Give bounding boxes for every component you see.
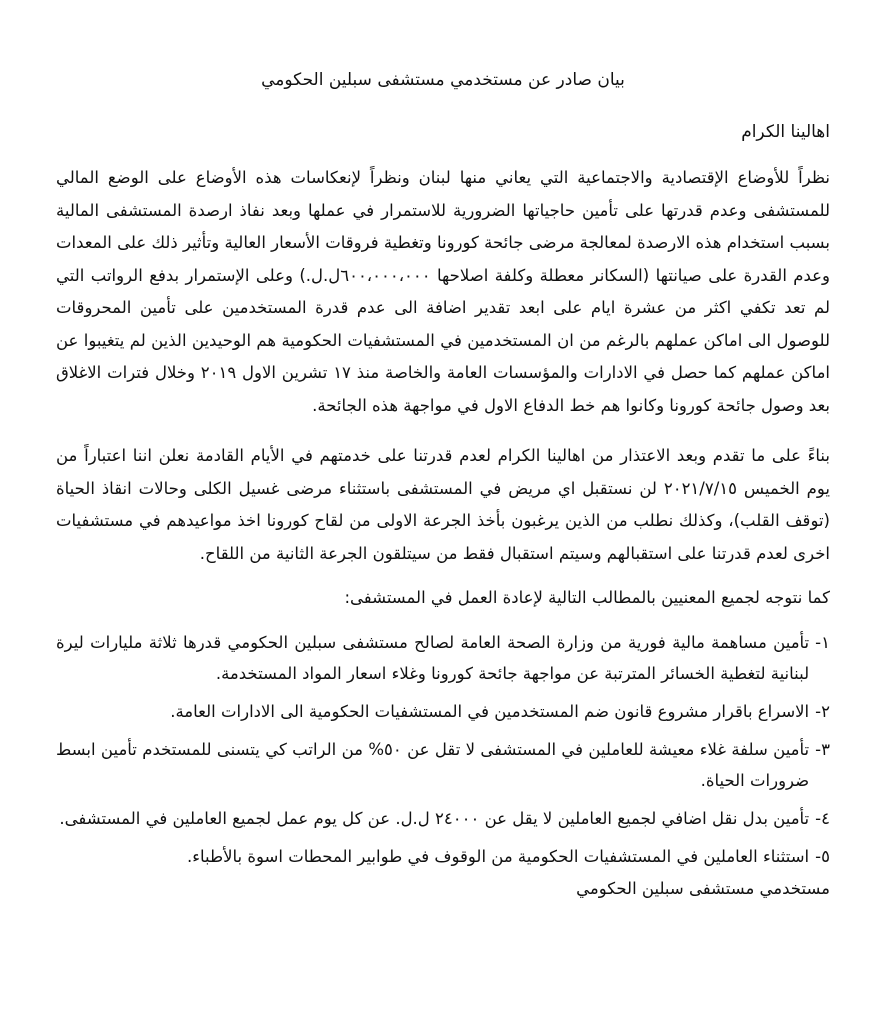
- list-item-number: ٢-: [815, 702, 830, 721]
- list-item: [56, 696, 830, 727]
- list-item-text: تأمين سلفة غلاء معيشة للعاملين في المستشفى لا تقل عن ٥٠% من الراتب كي يتسنى للمستخدم تأمين ابسط ضرورات الحياة.: [56, 740, 810, 790]
- paragraph-situation: نظراً للأوضاع الإقتصادية والاجتماعية التي يعاني منها لبنان ونظراً لإنعكاسات هذه الأوضاع على الوضع المالي للمستشفى وعدم قدرتها على تأمين حاجياتها الضرورية للاستمرار في عملها وبعد نفاذ ارصدة المستشفى المالية بسبب استخدام هذه الارصدة لمعالجة مرضى جائحة كورونا وتغطية فروقات الأسعار العالية وتأثير ذلك على المعدات وعدم القدرة على صيانتها (السكانر معطلة وكلفة اصلاحها ٦٠٠،٠٠٠،٠٠٠ل.ل.) وعلى الإستمرار بدفع الرواتب التي لم تعد تكفي اكثر من عشرة ايام على ابعد تقدير اضافة الى عدم قدرة المستخدمين على تأمين المحروقات للوصول الى اماكن عملهم بالرغم من ان المستخدمين في المستشفيات الحكومية هم الوحيدين الذين لم يتغيبوا عن اماكن عملهم كما حصل في الادارات والمؤسسات العامة والخاصة منذ ١٧ تشرين الاول ٢٠١٩ وخلال فترات الاغلاق بعد وصول جائحة كورونا وكانوا هم خط الدفاع الاول في مواجهة هذه الجائحة.: [56, 168, 830, 415]
- list-item-text: استثناء العاملين في المستشفيات الحكومية من الوقوف في طوابير المحطات اسوة بالأطباء.: [186, 847, 810, 866]
- list-item-number: ٣-: [815, 740, 830, 759]
- list-item-text: تأمين بدل نقل اضافي لجميع العاملين لا يقل عن ٢٤٠٠٠ ل.ل. عن كل يوم عمل لجميع العاملين في المستشفى.: [59, 809, 810, 828]
- demands-intro: كما نتوجه لجميع المعنيين بالمطالب التالية لإعادة العمل في المستشفى:: [344, 588, 830, 607]
- demands-list: [56, 627, 830, 872]
- list-item-number: ١-: [815, 633, 830, 652]
- salutation: اهالينا الكرام: [741, 122, 830, 142]
- list-item: [56, 803, 830, 834]
- list-item: [56, 734, 830, 796]
- list-item-number: ٥-: [815, 847, 830, 866]
- statement-title: بيان صادر عن مستخدمي مستشفى سبلين الحكومي: [261, 70, 625, 90]
- signature: مستخدمي مستشفى سبلين الحكومي: [576, 879, 830, 898]
- list-item-number: ٤-: [815, 809, 830, 828]
- list-item-text: تأمين مساهمة مالية فورية من وزارة الصحة العامة لصالح مستشفى سبلين الحكومي قدرها ثلاثة مليارات ليرة لبنانية لتغطية الخسائر المترتبة عن مواجهة جائحة كورونا وغلاء اسعار المواد المستخدمة.: [56, 633, 810, 683]
- list-item-text: الاسراع باقرار مشروع قانون ضم المستخدمين في المستشفيات الحكومية الى الادارات العامة.: [170, 702, 810, 721]
- list-item: [56, 841, 830, 872]
- list-item: [56, 627, 830, 689]
- paragraph-announcement: بناءً على ما تقدم وبعد الاعتذار من اهالينا الكرام لعدم قدرتنا على خدمتهم في الأيام القادمة نعلن اننا اعتباراً من يوم الخميس ٢٠٢١/٧/١٥ لن نستقبل اي مريض في المستشفى باستثناء مرضى غسيل الكلى وحالات انقاذ الحياة (توقف القلب)، وكذلك نطلب من الذين يرغبون بأخذ الجرعة الاولى من لقاح كورونا اخذ مواعيدهم في مستشفيات اخرى لعدم قدرتنا على استقبالهم وسيتم استقبال فقط من سيتلقون الجرعة الثانية من اللقاح.: [56, 446, 830, 563]
